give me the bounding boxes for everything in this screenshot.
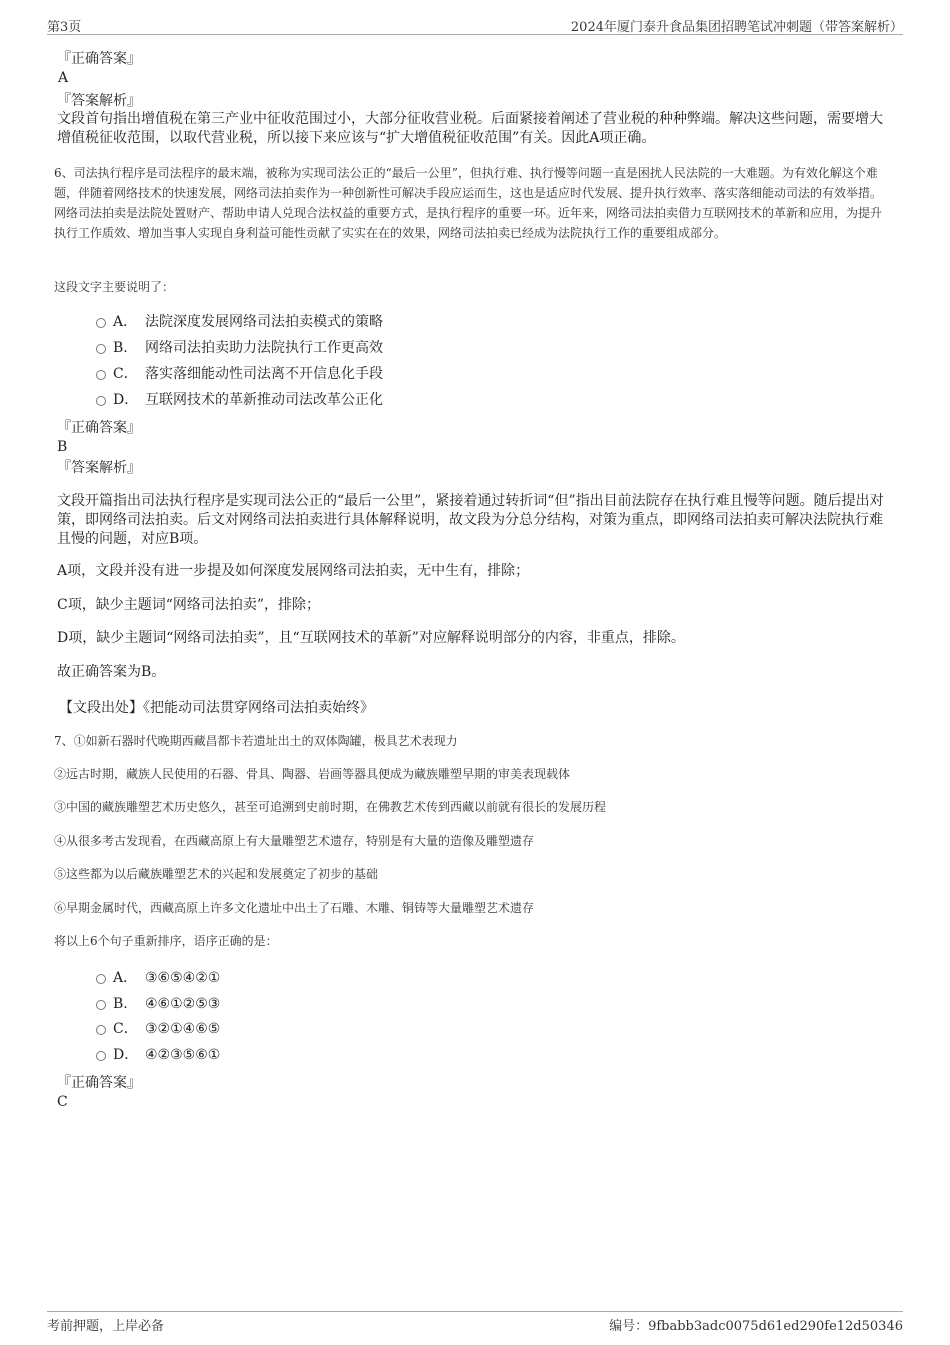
q6-answer: B	[57, 439, 68, 455]
radio-icon[interactable]	[96, 396, 106, 406]
q6-answer-title: 『正确答案』	[57, 420, 141, 436]
q7-sentence-4: ④从很多考古发现看，在西藏高原上有大量雕塑艺术遗存，特别是有大量的造像及雕塑遗存	[54, 834, 535, 848]
q7-option-d[interactable]	[96, 1045, 220, 1065]
q7-answer: C	[57, 1094, 68, 1110]
q6-option-c[interactable]	[96, 364, 383, 384]
option-label: C．	[113, 366, 138, 382]
option-text: 互联网技术的革新推动司法改革公正化	[145, 392, 383, 408]
option-label: C．	[113, 1021, 138, 1037]
q7-sentence-3: ③中国的藏族雕塑艺术历史悠久，甚至可追溯到史前时期，在佛教艺术传到西藏以前就有很长的发展历程	[54, 800, 607, 814]
option-text: 网络司法拍卖助力法院执行工作更高效	[145, 340, 383, 356]
q7-sentence-6: ⑥早期金属时代，西藏高原上许多文化遗址中出土了石雕、木雕、铜铸等大量雕塑艺术遗存	[54, 901, 535, 915]
option-label: B.	[113, 996, 128, 1012]
q7-sentence-2: ②远古时期，藏族人民使用的石器、骨具、陶器、岩画等器具便成为藏族雕塑早期的审美表现载体	[54, 767, 571, 781]
page-footer	[47, 1311, 903, 1332]
q6-stem: 6、司法执行程序是司法程序的最末端，被称为实现司法公正的“最后一公里”，但执行难、执行慢等问题一直是困扰人民法院的一大难题。为有效化解这个难题，伴随着网络技术的快速发展，网络司法拍卖作为一种创新性可解决手段应运而生，这也是适应时代发展、提升执行效率、落实落细能动司法的有效举措。网络司法拍卖是法院处置财产、帮助申请人兑现合法权益的重要方式，是执行程序的重要一环。近年来，网络司法拍卖借力互联网技术的革新和应用，为提升执行工作质效、增加当事人实现自身利益可能性贡献了实实在在的效果，网络司法拍卖已经成为法院执行工作的重要组成部分。	[54, 166, 883, 240]
q6-analysis: 文段开篇指出司法执行程序是实现司法公正的“最后一公里”，紧接着通过转折词“但”指出目前法院存在执行难且慢等问题。随后提出对策，即网络司法拍卖。后文对网络司法拍卖进行具体解释说明，故文段为分总分结构，对策为重点，即网络司法拍卖可解决法院执行难且慢的问题，对应B项。	[57, 493, 884, 547]
option-text: ④②③⑤⑥①	[145, 1047, 221, 1063]
option-text: ④⑥①②⑤③	[145, 996, 221, 1012]
q6-option-d[interactable]	[96, 390, 383, 410]
q6-note-d: D项，缺少主题词“网络司法拍卖”，且“互联网技术的革新”对应解释说明部分的内容，非重点，排除。	[57, 630, 685, 646]
document-id: 编号：9fbabb3adc0075d61ed290fe12d50346	[609, 1319, 903, 1334]
q6-conclusion: 故正确答案为B。	[57, 664, 166, 680]
radio-icon[interactable]	[96, 344, 106, 354]
q6-source: 【文段出处】《把能动司法贯穿网络司法拍卖始终》	[59, 700, 374, 716]
document-title: 2024年厦门泰升食品集团招聘笔试冲刺题（带答案解析）	[570, 20, 903, 35]
radio-icon[interactable]	[96, 370, 106, 380]
q6-analysis-title: 『答案解析』	[57, 460, 141, 476]
q7-option-a[interactable]	[96, 968, 220, 988]
option-label: A．	[113, 314, 138, 330]
q6-option-a[interactable]	[96, 312, 383, 332]
footer-slogan: 考前押题，上岸必备	[47, 1319, 165, 1334]
q5-answer: A	[58, 70, 69, 86]
option-label: D．	[113, 392, 139, 408]
q7-sentence-5: ⑤这些都为以后藏族雕塑艺术的兴起和发展奠定了初步的基础	[54, 867, 379, 881]
q5-analysis: 文段首句指出增值税在第三产业中征收范围过小，大部分征收营业税。后面紧接着阐述了营业税的种种弊端。解决这些问题，需要增大增值税征收范围，以取代营业税，所以接下来应该与“扩大增值税征收范围”有关。因此A项正确。	[57, 111, 883, 146]
q6-note-c: C项，缺少主题词“网络司法拍卖”，排除；	[57, 597, 321, 613]
radio-icon[interactable]	[96, 1025, 106, 1035]
page-number: 第3页	[47, 20, 82, 35]
q7-option-b[interactable]	[96, 994, 220, 1014]
radio-icon[interactable]	[96, 1051, 106, 1061]
option-text: ③②①④⑥⑤	[145, 1021, 221, 1037]
option-label: A．	[113, 970, 138, 986]
radio-icon[interactable]	[96, 318, 106, 328]
q7-option-c[interactable]	[96, 1019, 220, 1039]
q7-sentence-1: 7、①如新石器时代晚期西藏昌都卡若遗址出土的双体陶罐，极具艺术表现力	[54, 734, 458, 748]
page-header	[47, 16, 903, 35]
option-text: 法院深度发展网络司法拍卖模式的策略	[145, 314, 383, 330]
option-label: B.	[113, 340, 128, 356]
option-label: D．	[113, 1047, 139, 1063]
radio-icon[interactable]	[96, 974, 106, 984]
radio-icon[interactable]	[96, 1000, 106, 1010]
q6-option-b[interactable]	[96, 338, 383, 358]
q5-analysis-title: 『答案解析』	[57, 93, 141, 109]
option-text: 落实落细能动性司法离不开信息化手段	[145, 366, 383, 382]
option-text: ③⑥⑤④②①	[145, 970, 221, 986]
q5-answer-title: 『正确答案』	[57, 51, 141, 67]
q7-question: 将以上6个句子重新排序，语序正确的是：	[54, 934, 278, 948]
q7-answer-title: 『正确答案』	[57, 1075, 141, 1091]
q6-note-a: A项，文段并没有进一步提及如何深度发展网络司法拍卖，无中生有，排除；	[57, 563, 530, 579]
q6-question: 这段文字主要说明了：	[54, 280, 175, 294]
